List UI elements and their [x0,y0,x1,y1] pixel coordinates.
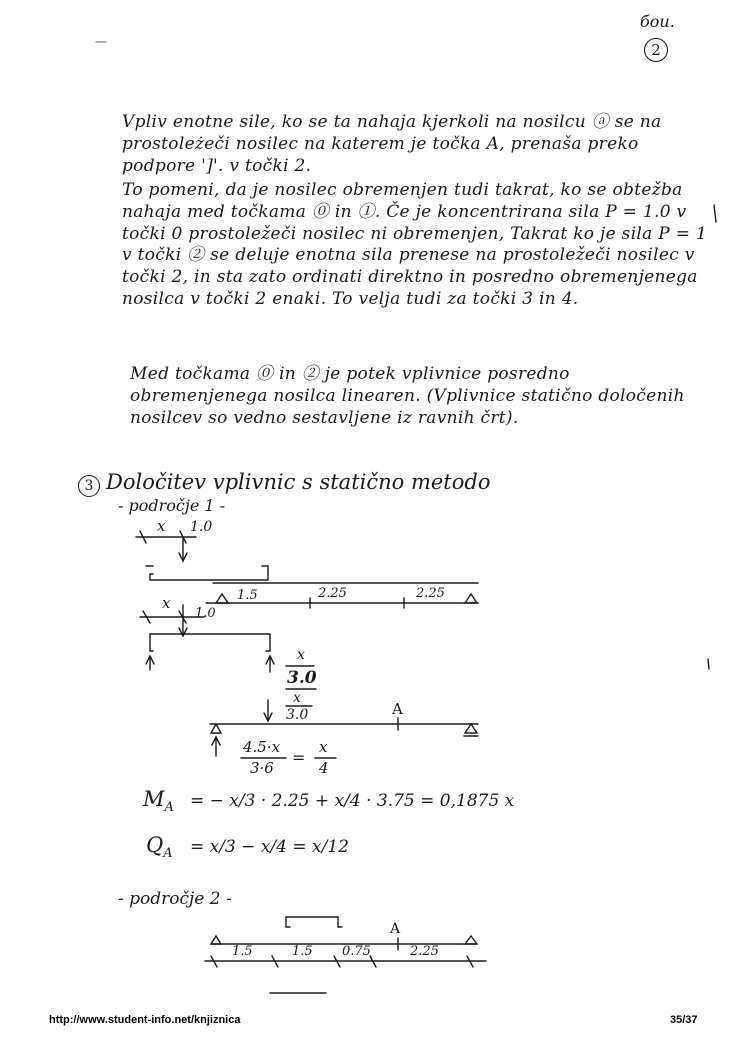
eq-MA-rhs: = − x/3 · 2.25 + x/4 · 3.75 = 0,1875 x [190,791,515,811]
eq-QA-sub: A [163,846,173,862]
d4-support-left [211,936,221,944]
eq-QA-symbol: Q [146,833,164,857]
d3-reaction-num: 4.5·x [243,738,281,756]
d4-point-A: A [390,921,401,937]
d3-reaction-res-den: 4 [319,759,329,777]
diagram-1-beam [136,531,478,608]
diagram-4-region-2 [205,917,486,993]
d4-span-1: 1.5 [232,944,253,959]
paragraph-loading-explanation: To pomeni, da je nosilec obremenjen tudi takrat, ko se obtežba nahaja med točkama ⓪ in ①. Če je koncentrirana sila P = 1.0 v točki 0 prostoležeči nosilec ni obremenjen, Takrat ko je sila P = 1 v točki ② se deluje enotna sila prenese na prostoležeči nosilec v točki 2, in sta zato ordinati direktno in posredno obremenjenega nosilca v točki 2 enaki. To velja tudi za točki 3 in 4. [122,180,708,309]
d1-span-3: 2.25 [416,586,445,601]
d4-support-right [465,936,477,944]
margin-tick [708,659,709,669]
d3-load-num: x [293,690,301,706]
d1-support-left [216,594,228,603]
d2-reaction-den: 3.0 [287,668,317,688]
d1-support-right [465,594,477,603]
footer-url: http://www.student-info.net/knjiznica [49,1014,241,1026]
footer-page-number: 35/37 [670,1014,698,1026]
d2-auxiliary-beam [150,634,270,651]
eq-MA-sub: A [164,800,174,816]
section-title: Določitev vplivnic s statično metodo [106,470,491,494]
eq-MA-symbol: M [143,787,165,811]
d2-reaction-num: x [297,647,305,663]
d2-load-label: 1.0 [195,606,216,621]
region-1-label: - področje 1 - [118,496,226,515]
d3-support-right [465,724,477,733]
corner-note: бои. [640,12,675,31]
d3-load-den: 3.0 [286,707,309,723]
eq-QA-rhs: = x/3 − x/4 = x/12 [190,837,349,857]
d4-span-4: 2.25 [410,944,439,959]
d4-auxiliary-bracket-left [286,917,338,927]
paragraph-linear-course: Med točkama ⓪ in ② je potek vplivnice posredno obremenjenega nosilca linearen. (Vplivnice statično določenih nosilcev so vedno sestavljene iz ravnih črt). [130,364,685,428]
d4-span-3: 0.75 [342,944,371,959]
margin-tick [714,205,716,222]
d1-span-1: 1.5 [237,588,258,603]
page-number-value: 2 [651,41,661,59]
d2-x-label: x [162,594,171,612]
d3-reaction-eq: = [292,748,306,767]
region-2-label: - področje 2 - [118,889,232,909]
d3-reaction-res-num: x [319,738,328,756]
d1-load-label: 1.0 [190,519,213,535]
d3-point-A: A [392,700,403,718]
section-number: 3 [84,478,94,494]
paragraph-influence-intro: Vpliv enotne sile, ko se ta nahaja kjerkoli na nosilcu ⓐ se na prostoleżeči nosilec na katerem je točka A, prenaša preko podpore ']'. v točki 2. [122,112,662,176]
d4-auxiliary-bracket-right [338,917,342,927]
d3-reaction-den: 3·6 [250,759,274,777]
d1-auxiliary-beam [150,566,268,580]
d4-span-2: 1.5 [292,944,313,959]
diagram-2-auxiliary [140,605,316,689]
d1-span-2: 2.25 [318,586,347,601]
d1-x-label: x [157,517,166,535]
diagram-3-main-beam [210,700,478,758]
d3-support-left [211,724,221,733]
